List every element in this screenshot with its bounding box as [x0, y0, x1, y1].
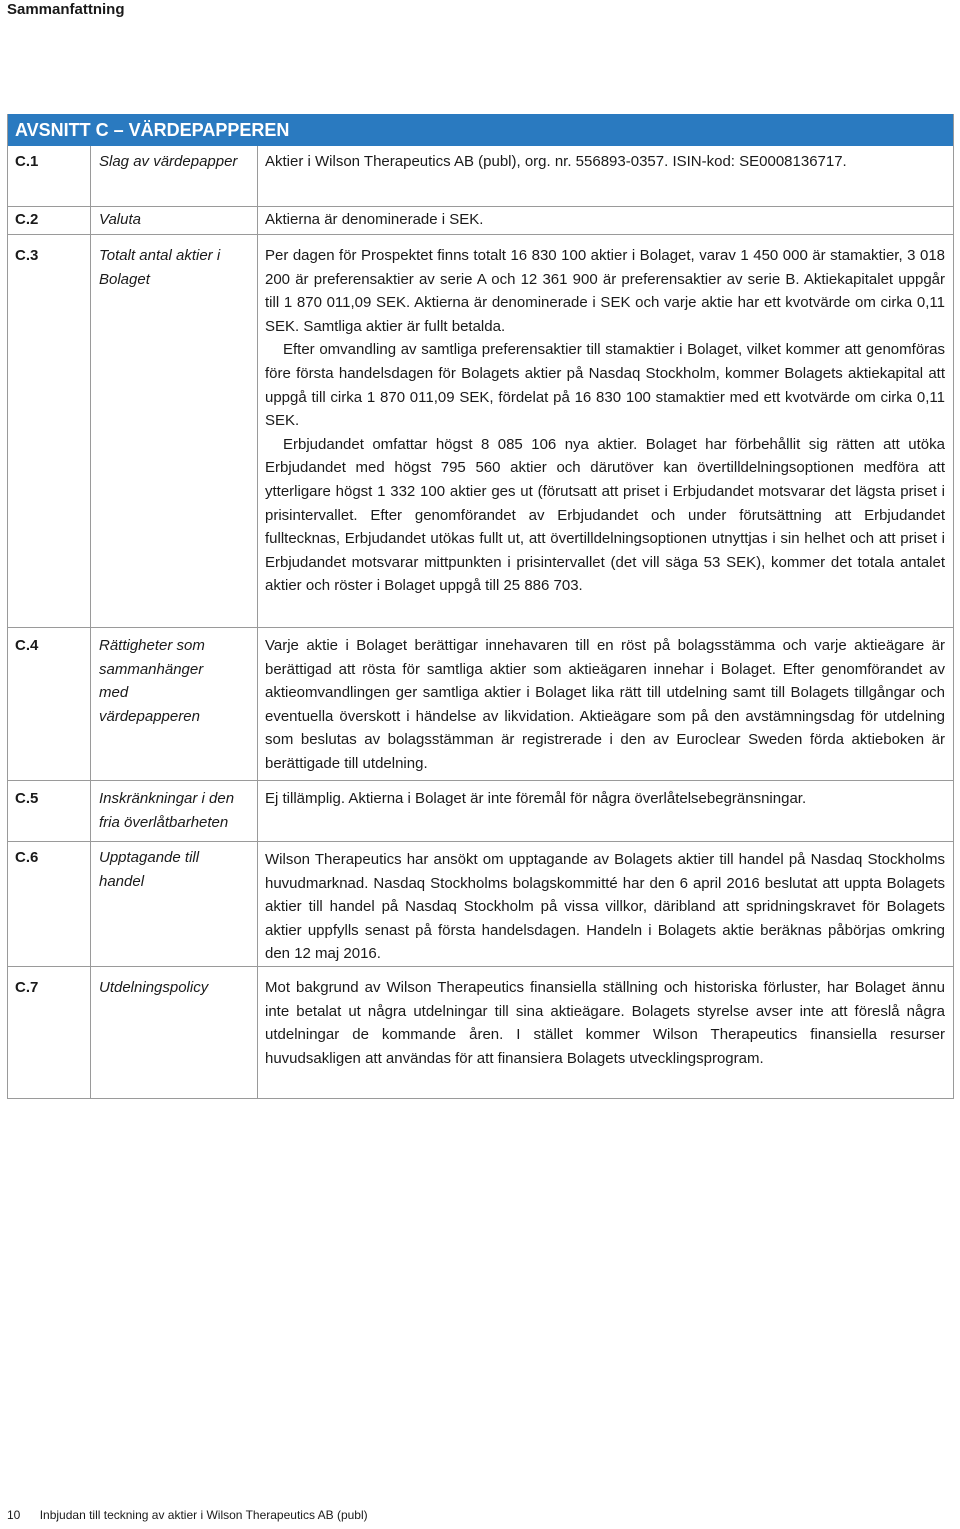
row-title: Upptagande till handel — [99, 849, 200, 890]
section-label: Sammanfattning — [7, 1, 125, 18]
row-code: C.7 — [15, 979, 39, 996]
page-number: 10 — [7, 1508, 21, 1522]
row-code: C.3 — [15, 247, 39, 264]
row-title: Utdelningspolicy — [99, 979, 209, 996]
securities-table — [7, 114, 954, 1099]
row-content: Aktier i Wilson Therapeutics AB (publ), org. nr. 556893-0357. ISIN-kod: SE0008136717. — [265, 153, 847, 170]
row-title: Inskränkningar i den fria överlåtbarheten — [99, 790, 235, 831]
row-code: C.1 — [15, 153, 39, 170]
row-c6 — [8, 842, 953, 966]
row-content: Aktierna är denominerade i SEK. — [265, 211, 484, 228]
row-code: C.4 — [15, 637, 39, 654]
row-c3 — [8, 235, 953, 627]
row-content: Mot bakgrund av Wilson Therapeutics finansiella ställning och historiska förluster, har Bolaget ännu inte betalat ut några utdelningar till sina aktieägare. Bolagets styrelse avser inte att föreslå några utdelningar de kommande åren. I stället kommer Wilson Therapeutics finansiella resurser huvudsakligen att användas för att finansiera Bolagets utvecklingsprogram. — [265, 979, 945, 1067]
page-footer — [7, 1508, 368, 1522]
row-title: Rättigheter som sammanhänger med värdepapperen — [99, 637, 205, 725]
row-c4 — [8, 628, 953, 780]
table-header: AVSNITT C – VÄRDEPAPPEREN — [8, 114, 953, 146]
footer-text: Inbjudan till teckning av aktier i Wilson Therapeutics AB (publ) — [39, 1508, 368, 1522]
row-content: Varje aktie i Bolaget berättigar innehavaren till en röst på bolagsstämma och varje aktieägare är berättigad att rösta för samtliga aktier som aktieägaren innehar i Bolaget. Efter genomförandet av aktieomvandlingen ger samtliga aktier i Bolaget lika rätt till utdelning samt till Bolagets tillgångar och eventuella överskott i händelse av likvidation. Aktieägare som på den avstämningsdag för utdelning som beslutas av bolagsstämman är registrerade i den av Euroclear Sweden förda aktieboken är berättigade till utdelning. — [265, 637, 945, 772]
row-c1 — [8, 146, 953, 206]
row-title: Totalt antal aktier i Bolaget — [99, 247, 221, 288]
row-title: Valuta — [99, 211, 141, 228]
row-code: C.6 — [15, 849, 39, 866]
row-code: C.5 — [15, 790, 39, 807]
row-c5 — [8, 781, 953, 841]
row-c2 — [8, 207, 953, 234]
row-c7 — [8, 967, 953, 1098]
row-content: Wilson Therapeutics har ansökt om upptagande av Bolagets aktier till handel på Nasdaq Stockholms huvudmarknad. Nasdaq Stockholms bolagskommitté har den 6 april 2016 beslutat att uppta Bolagets aktier till handel på Nasdaq Stockholm på vissa villkor, däribland att spridningskravet för Bolagets aktier uppfylls senast på första handelsdagen. Handeln i Bolagets aktie beräknas påbörjas omkring den 12 maj 2016. — [265, 851, 945, 963]
row-content: Ej tillämplig. Aktierna i Bolaget är inte föremål för några överlåtelsebegränsningar. — [265, 790, 807, 807]
row-code: C.2 — [15, 211, 39, 228]
row-content: Per dagen för Prospektet finns totalt 16 830 100 aktier i Bolaget, varav 1 450 000 är stamaktier, 3 018 200 är preferensaktier av serie A och 12 361 900 är preferensaktier av serie B. Aktiekapitalet uppgår till 1 870 011,09 SEK. Aktierna är denominerade i SEK och varje aktie har ett kvotvärde om cirka 0,11 SEK. Samtliga aktier är fullt betalda. Efter omvandling av samtliga preferensaktier till stamaktier i Bolaget, vilket kommer att genomföras före första handelsdagen för Bolagets aktier på Nasdaq Stockholm, kommer Bolagets aktiekapital att uppgå till cirka 1 870 011,09 SEK, fördelat på 16 830 100 stamaktier med ett kvotvärde om cirka 0,11 SEK. Erbjudandet omfattar högst 8 085 106 nya aktier. Bolaget har förbehållit sig rätten att utöka Erbjudandet med högst 795 560 aktier och därutöver kan övertilldelningsoptionen medföra att ytterligare högst 1 332 100 aktier ges ut (förutsatt att priset i Erbjudandet motsvarar det lägsta priset i prisintervallet. Efter genomförandet av Erbjudandet och under förutsättning att Erbjudandet fulltecknas, Erbjudandet utökas fullt ut, att övertilldelningsoptionen utnyttjas i sin helhet och att priset i Erbjudandet motsvarar mittpunkten i prisintervallet (det vill säga 53 SEK), kommer det totala antalet aktier och röster i Bolaget uppgå till 25 886 703. — [265, 247, 945, 595]
row-title: Slag av värdepapper — [99, 153, 238, 170]
